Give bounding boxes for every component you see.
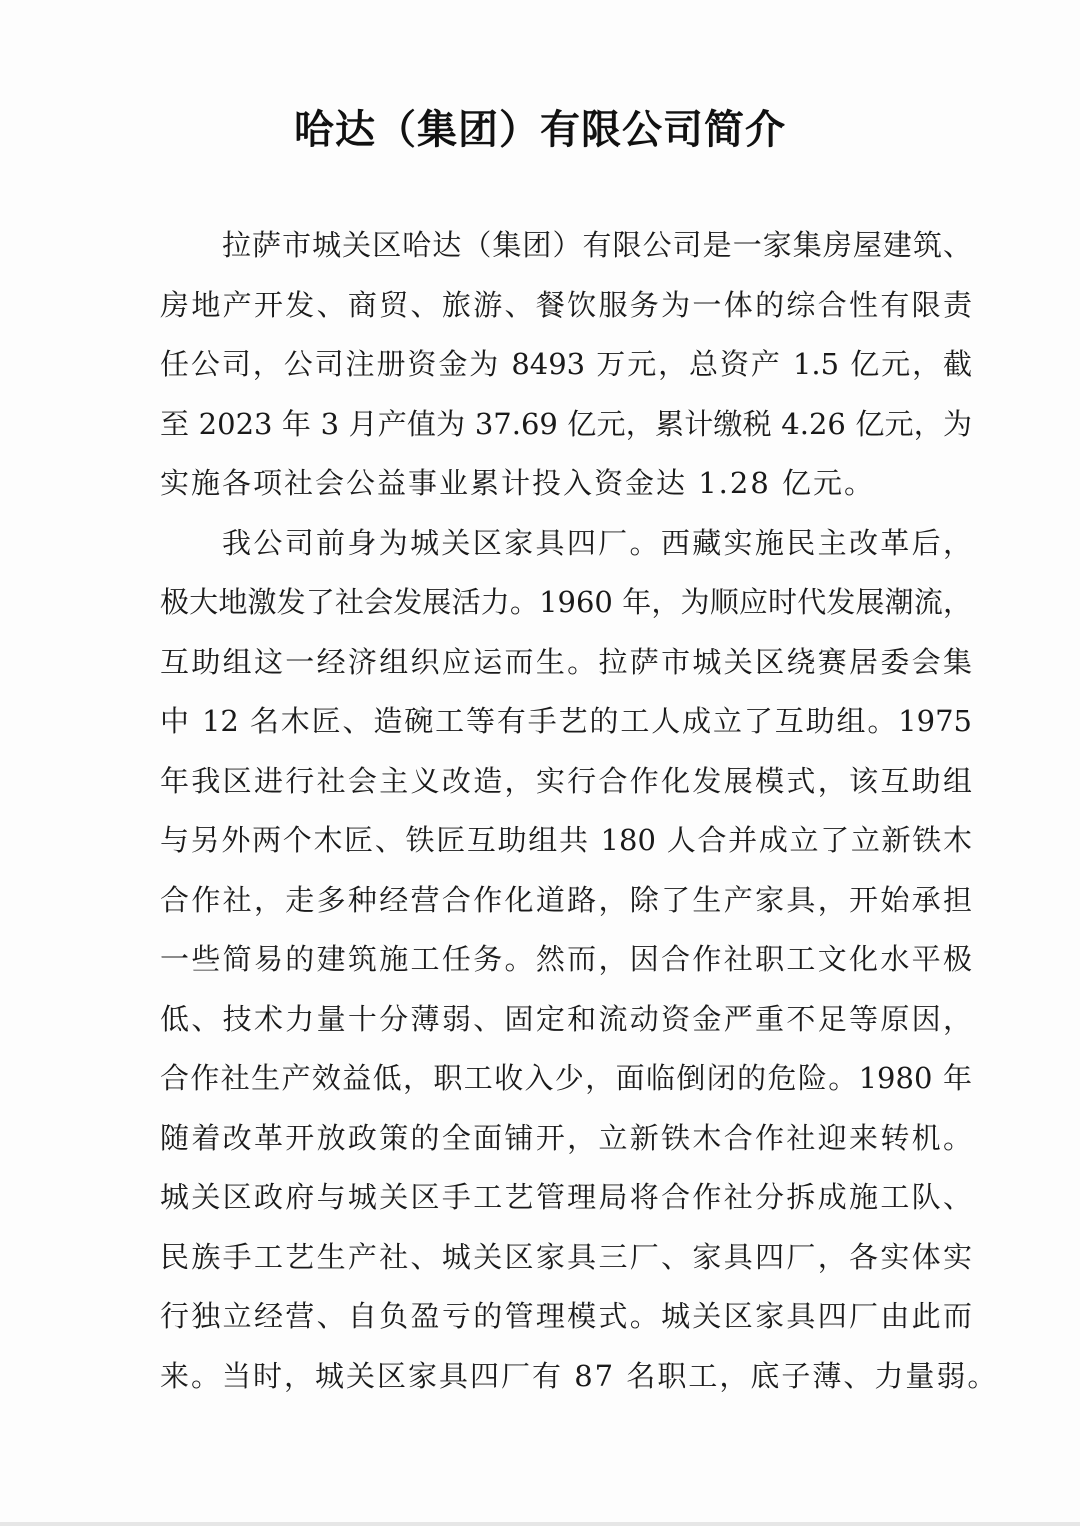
paragraph-2-line-11: 随着改革开放政策的全面铺开，立新铁木合作社迎来转机。 bbox=[160, 1120, 972, 1155]
paragraph-1-line-5: 实施各项社会公益事业累计投入资金达 1.28 亿元。 bbox=[160, 466, 876, 500]
paragraph-2-line-14: 行独立经营、自负盈亏的管理模式。城关区家具四厂由此而 bbox=[160, 1299, 972, 1333]
paragraph-2-line-6: 与另外两个木匠、铁匠互助组共 180 人合并成立了立新铁木 bbox=[160, 823, 972, 857]
paragraph-1-line-1: 拉萨市城关区哈达（集团）有限公司是一家集房屋建筑、 bbox=[222, 228, 972, 262]
paragraph-1-line-4: 至 2023 年 3 月产值为 37.69 亿元，累计缴税 4.26 亿元，为 bbox=[160, 406, 972, 441]
paragraph-2-line-10: 合作社生产效益低，职工收入少，面临倒闭的危险。1980 年 bbox=[160, 1061, 972, 1095]
paragraph-2-line-3: 互助组这一经济组织应运而生。拉萨市城关区绕赛居委会集 bbox=[160, 644, 972, 679]
paragraph-2-line-15: 来。当时，城关区家具四厂有 87 名职工，底子薄、力量弱。 bbox=[160, 1358, 999, 1393]
paragraph-2-line-2: 极大地激发了社会发展活力。1960 年，为顺应时代发展潮流， bbox=[160, 585, 972, 619]
paragraph-2-line-7: 合作社，走多种经营合作化道路，除了生产家具，开始承担 bbox=[160, 882, 972, 917]
paragraph-1-line-2: 房地产开发、商贸、旅游、餐饮服务为一体的综合性有限责 bbox=[160, 287, 972, 322]
paragraph-2-line-5: 年我区进行社会主义改造，实行合作化发展模式，该互助组 bbox=[160, 763, 972, 798]
paragraph-2-line-4: 中 12 名木匠、造碗工等有手艺的工人成立了互助组。1975 bbox=[160, 704, 972, 738]
paragraph-1-line-3: 任公司，公司注册资金为 8493 万元，总资产 1.5 亿元，截 bbox=[160, 347, 972, 381]
paragraph-2-line-12: 城关区政府与城关区手工艺管理局将合作社分拆成施工队、 bbox=[160, 1180, 972, 1214]
page-bottom-edge bbox=[0, 1522, 1080, 1526]
paragraph-2-line-8: 一些简易的建筑施工任务。然而，因合作社职工文化水平极 bbox=[160, 942, 972, 976]
document-body bbox=[160, 216, 999, 1406]
paragraph-2-line-9: 低、技术力量十分薄弱、固定和流动资金严重不足等原因， bbox=[160, 1001, 972, 1036]
paragraph-2-line-13: 民族手工艺生产社、城关区家具三厂、家具四厂，各实体实 bbox=[160, 1239, 972, 1274]
document-title: 哈达（集团）有限公司简介 bbox=[294, 107, 786, 153]
paragraph-2-line-1: 我公司前身为城关区家具四厂。西藏实施民主改革后， bbox=[222, 525, 972, 560]
